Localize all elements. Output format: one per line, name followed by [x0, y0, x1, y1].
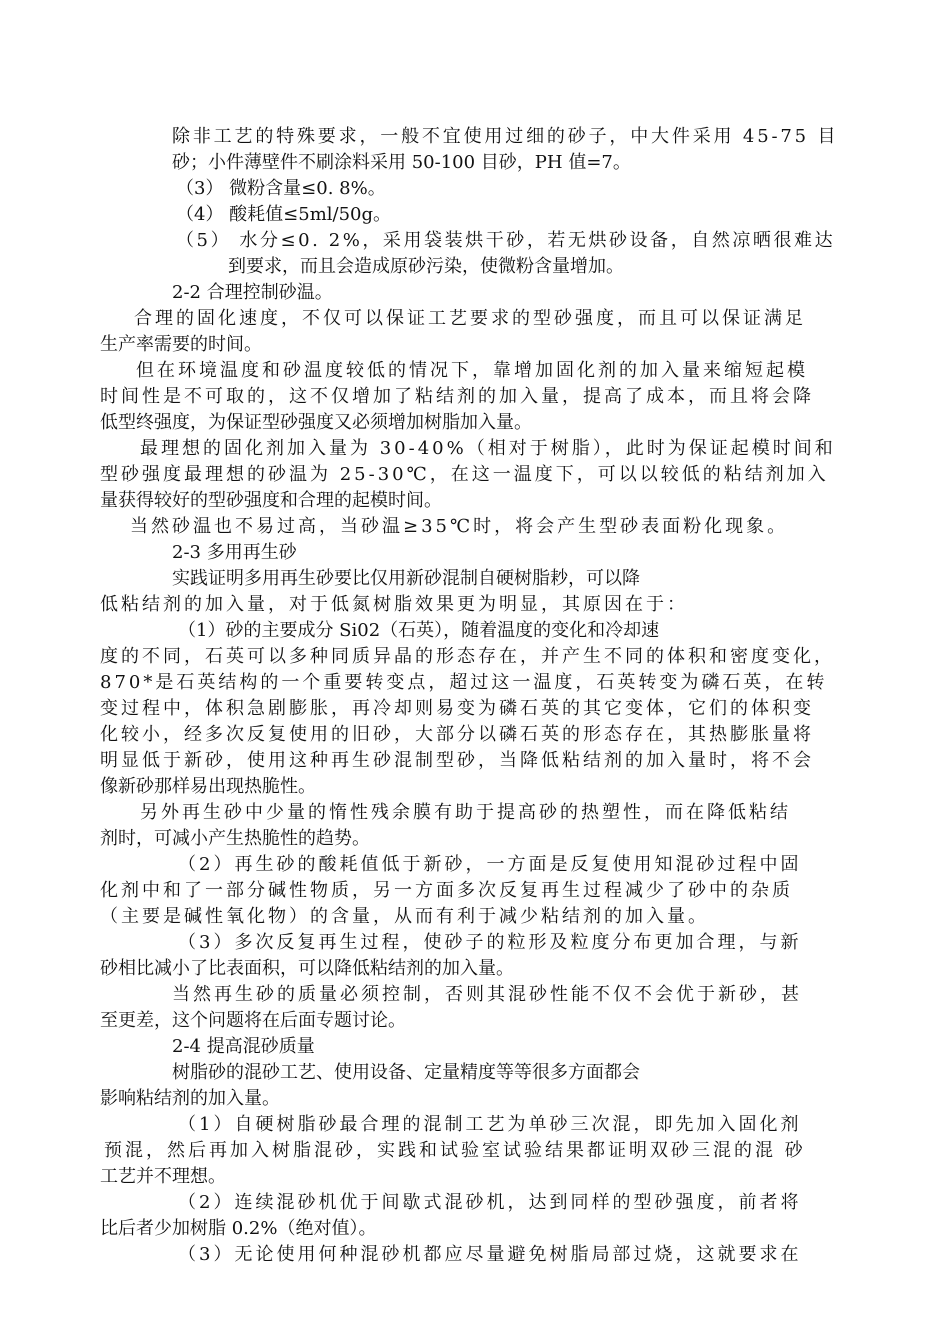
text-line: 870*是石英结构的一个重要转变点，超过这一温度，石英转变为磷石英，在转 [100, 672, 828, 693]
text-line: 另外再生砂中少量的惰性残余膜有助于提高砂的热塑性，而在降低粘结 [140, 802, 791, 823]
text-line: 实践证明多用再生砂要比仅用新砂混制自硬树脂耖，可以降 [172, 568, 640, 589]
text-line: 比后者少加树脂 0.2%（绝对值）。 [100, 1218, 377, 1239]
text-line: 除非工艺的特殊要求，一般不宜使用过细的砂子，中大件采用 45-75 目 [172, 126, 839, 147]
text-line: 低粘结剂的加入量，对于低氮树脂效果更为明显，其原因在于： [100, 594, 688, 615]
text-line: （1）自硬树脂砂最合理的混制工艺为单砂三次混，即先加入固化剂 [178, 1114, 802, 1135]
text-line: 明显低于新砂，使用这种再生砂混制型砂，当降低粘结剂的加入量时，将不会 [100, 750, 814, 771]
text-line: 至更差，这个问题将在后面专题讨论。 [100, 1010, 406, 1031]
text-line: （5） 水分≤0. 2%，采用袋装烘干砂，若无烘砂设备，自然凉晒很难达 [176, 230, 836, 251]
text-line: 砂；小件薄壁件不刷涂料采用 50-100 目砂，PH 值=7。 [172, 152, 631, 173]
text-line: 合理的固化速度，不仅可以保证工艺要求的型砂强度，而且可以保证满足 [134, 308, 806, 329]
text-line: 像新砂那样易出现热脆性。 [100, 776, 316, 797]
text-line: 剂时，可减小产生热脆性的趋势。 [100, 828, 370, 849]
text-line: 化较小，经多次反复使用的旧砂，大部分以磷石英的形态存在，其热膨胀量将 [100, 724, 814, 745]
text-line: 砂相比减小了比表面积，可以降低粘结剂的加入量。 [100, 958, 514, 979]
text-line: 化剂中和了一部分碱性物质，另一方面多次反复再生过程减少了砂中的杂质 [100, 880, 793, 901]
section-heading: 2-2 合理控制砂温。 [172, 282, 333, 303]
text-line: 预混，然后再加入树脂混砂，实践和试验室试验结果都证明双砂三混的混 砂 [104, 1140, 806, 1161]
text-line: 工艺并不理想。 [100, 1166, 226, 1187]
text-line: 最理想的固化剂加入量为 30-40%（相对于树脂），此时为保证起模时间和 [140, 438, 836, 459]
text-line: 度的不同，石英可以多种同质异晶的形态存在，并产生不同的体积和密度变化， [100, 646, 835, 667]
text-line: 当然再生砂的质量必须控制，否则其混砂性能不仅不会优于新砂，甚 [172, 984, 802, 1005]
section-heading: 2-4 提高混砂质量 [172, 1036, 315, 1057]
text-line: 低型终强度，为保证型砂强度又必须增加树脂加入量。 [100, 412, 532, 433]
text-line: 量获得较好的型砂强度和合理的起模时间。 [100, 490, 442, 511]
text-line: 变过程中，体积急剧膨胀，再冷却则易变为磷石英的其它变体，它们的体积变 [100, 698, 814, 719]
text-line: 树脂砂的混砂工艺、使用设备、定量精度等等很多方面都会 [172, 1062, 640, 1083]
text-line: （1）砂的主要成分 Si02（石英），随着温度的变化和冷却速 [178, 620, 660, 641]
text-line: （3） 微粉含量≤0. 8%。 [176, 178, 386, 199]
text-line: 型砂强度最理想的砂温为 25-30℃，在这一温度下，可以以较低的粘结剂加入 [100, 464, 829, 485]
text-line: （3）多次反复再生过程，使砂子的粒形及粒度分布更加合理，与新 [178, 932, 802, 953]
text-line: （3）无论使用何种混砂机都应尽量避免树脂局部过烧，这就要求在 [178, 1244, 802, 1265]
text-line: （4） 酸耗值≤5ml/50g。 [176, 204, 392, 225]
text-line: 但在环境温度和砂温度较低的情况下，靠增加固化剂的加入量来缩短起模 [136, 360, 808, 381]
text-line: 当然砂温也不易过高，当砂温≥35℃时，将会产生型砂表面粉化现象。 [130, 516, 789, 537]
text-line: 时间性是不可取的，这不仅增加了粘结剂的加入量，提高了成本，而且将会降 [100, 386, 814, 407]
section-heading: 2-3 多用再生砂 [172, 542, 297, 563]
text-line: 影响粘结剂的加入量。 [100, 1088, 280, 1109]
text-line: 生产率需要的时间。 [100, 334, 262, 355]
text-line: （主要是碱性氧化物）的含量，从而有利于减少粘结剂的加入量。 [100, 906, 709, 927]
text-line: （2）连续混砂机优于间歇式混砂机，达到同样的型砂强度，前者将 [178, 1192, 802, 1213]
text-line: 到要求，而且会造成原砂污染，使微粉含量增加。 [228, 256, 624, 277]
text-line: （2）再生砂的酸耗值低于新砂，一方面是反复使用知混砂过程中固 [178, 854, 802, 875]
